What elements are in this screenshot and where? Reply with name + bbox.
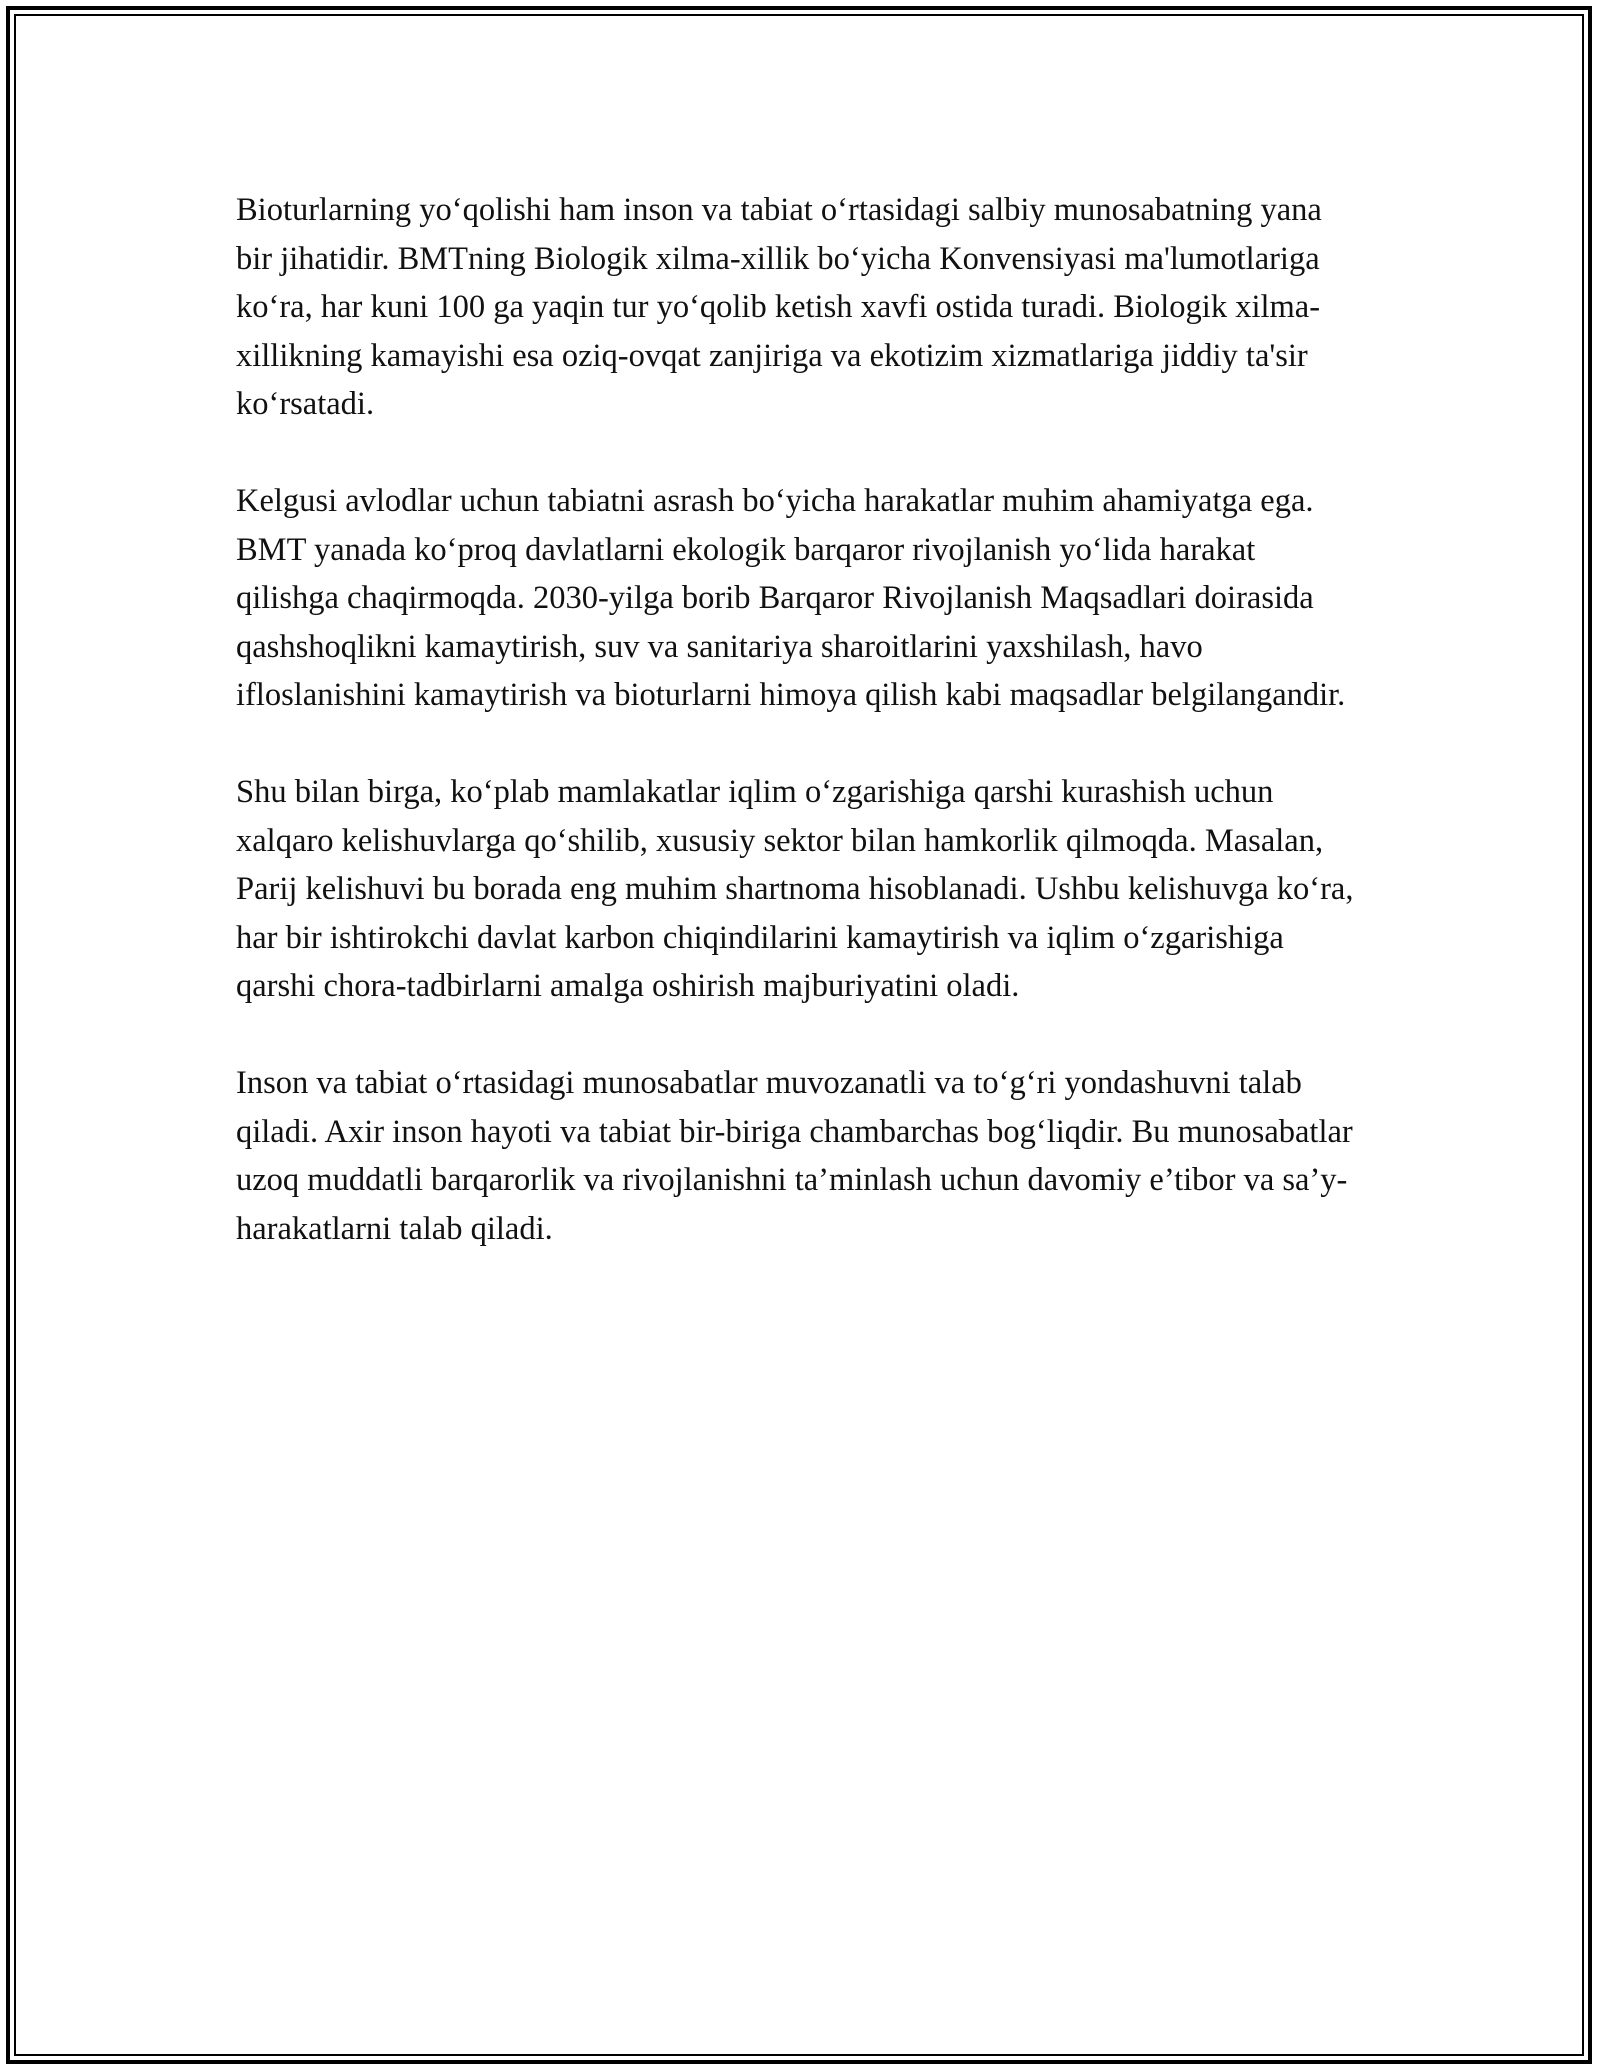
paragraph-future-generations: Kelgusi avlodlar uchun tabiatni asrash bo‘yicha harakatlar muhim ahamiyatga ega. BMT yanada ko‘proq davlatlarni ekologik barqaror rivojlanish yo‘lida harakat qilishga chaqirmoqda. 2030-yilga borib Barqaror Rivojlanish Maqsadlari doirasida qashshoqlikni kamaytirish, suv va sanitariya sharoitlarini yaxshilash, havo ifloslanishini kamaytirish va bioturlarni himoya qilish kabi maqsadlar belgilangandir. xyxy=(236,483,1346,713)
paragraph-balanced-approach: Inson va tabiat o‘rtasidagi munosabatlar muvozanatli va to‘g‘ri yondashuvni talab qiladi. Axir inson hayoti va tabiat bir-biriga chambarchas bog‘liqdir. Bu munosabatlar uzoq muddatli barqarorlik va rivojlanishni ta’minlash uchun davomiy e’tibor va sa’y-harakatlarni talab qiladi. xyxy=(236,1065,1353,1247)
paragraph-biodiversity-loss: Bioturlarning yo‘qolishi ham inson va tabiat o‘rtasidagi salbiy munosabatning yana bir jihatidir. BMTning Biologik xilma-xillik bo‘yicha Konvensiyasi ma'lumotlariga ko‘ra, har kuni 100 ga yaqin tur yo‘qolib ketish xavfi ostida turadi. Biologik xilma-xillikning kamayishi esa oziq-ovqat zanjiriga va ekotizim xizmatlariga jiddiy ta'sir ko‘rsatadi. xyxy=(236,192,1322,422)
paragraph-international-agreements: Shu bilan birga, ko‘plab mamlakatlar iqlim o‘zgarishiga qarshi kurashish uchun xalqaro kelishuvlarga qo‘shilib, xususiy sektor bilan hamkorlik qilmoqda. Masalan, Parij kelishuvi bu borada eng muhim shartnoma hisoblanadi. Ushbu kelishuvga ko‘ra, har bir ishtirokchi davlat karbon chiqindilarini kamaytirish va iqlim o‘zgarishiga qarshi chora-tadbirlarni amalga oshirish majburiyatini oladi. xyxy=(236,774,1354,1004)
document-body xyxy=(236,186,1366,1302)
